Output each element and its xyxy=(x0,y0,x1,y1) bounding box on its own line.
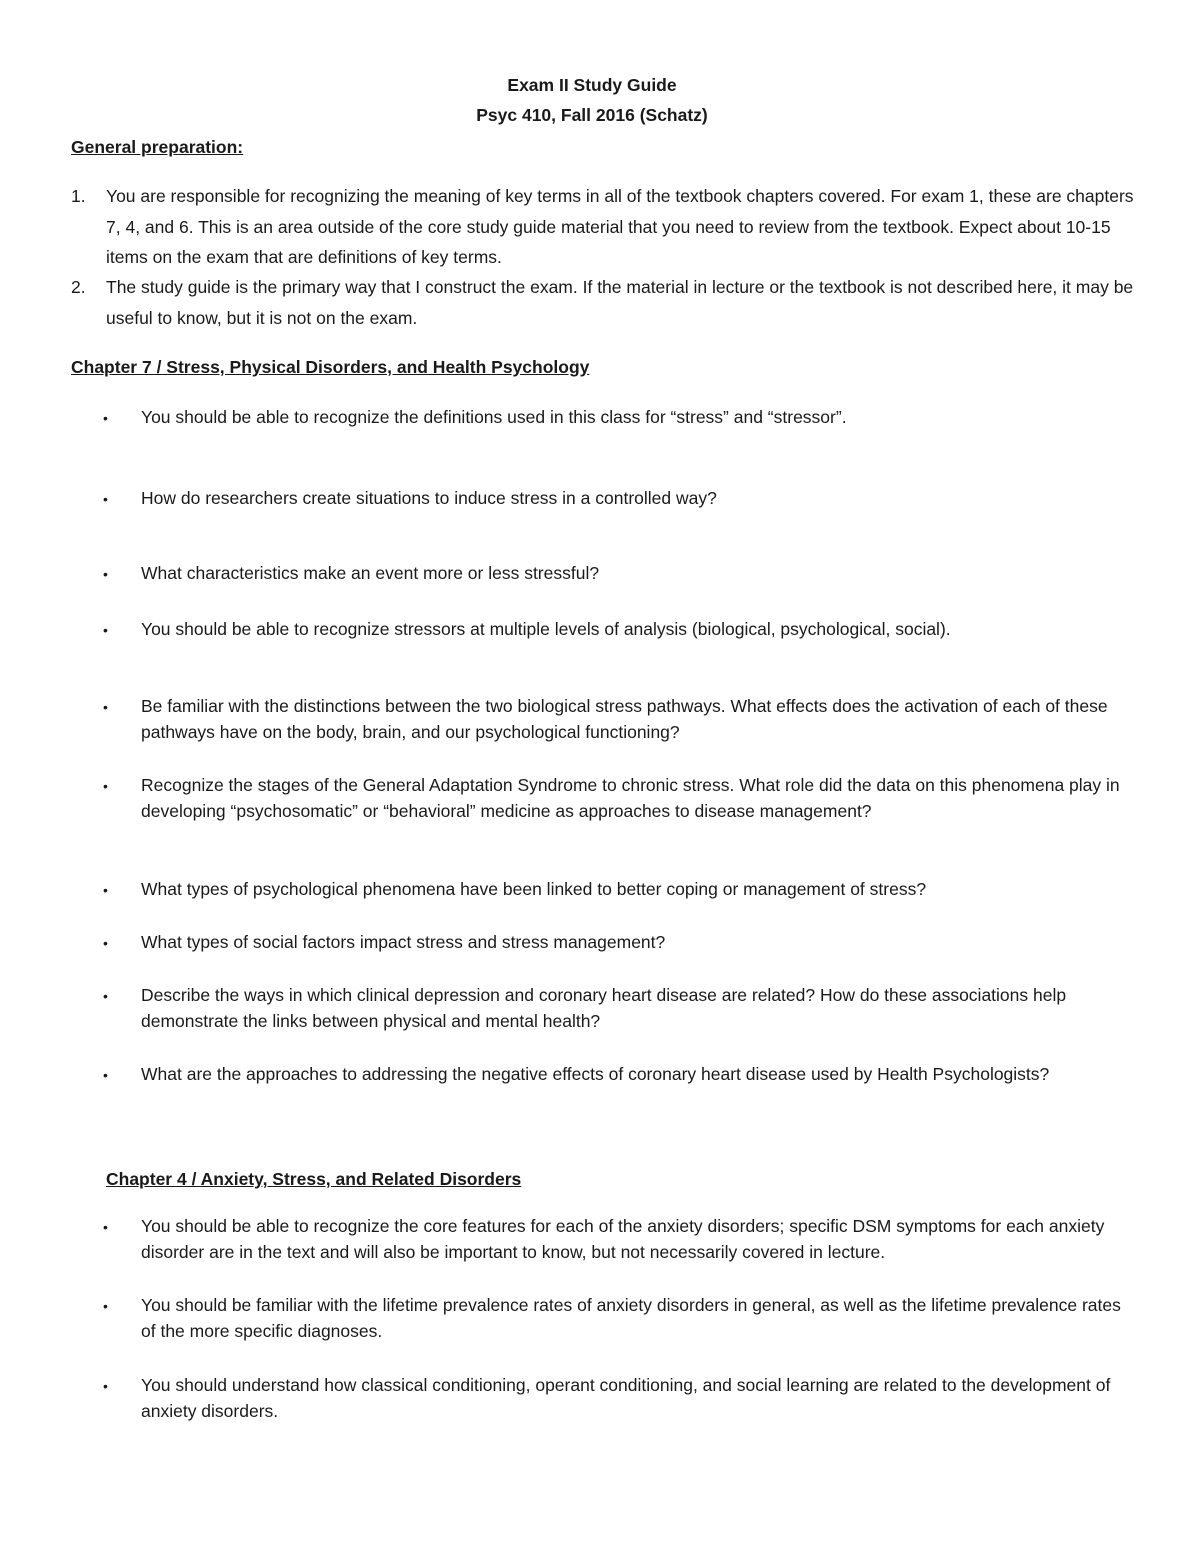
chapter-4-heading: Chapter 4 / Anxiety, Stress, and Related Disorders xyxy=(106,1169,522,1189)
list-item-text: What types of social factors impact stress and stress management? xyxy=(141,932,666,952)
list-item-text: Recognize the stages of the General Adaptation Syndrome to chronic stress. What role did the data on this phenomena play in developing “psychosomatic” or “behavioral” medicine as approaches to disease management? xyxy=(141,775,1120,821)
chapter-7-heading: Chapter 7 / Stress, Physical Disorders, and Health Psychology xyxy=(71,357,590,377)
list-item-text: What characteristics make an event more or less stressful? xyxy=(141,563,600,583)
list-item-text: You are responsible for recognizing the meaning of key terms in all of the textbook chapters covered. For exam 1, these are chapters 7, 4, and 6. This is an area outside of the core study guide material that you need to review from the textbook. Expect about 10-15 items on the exam that are definitions of key terms. xyxy=(106,186,1134,267)
bullet: • xyxy=(103,1219,108,1235)
document-title: Exam II Study Guide xyxy=(507,75,677,95)
bullet: • xyxy=(103,1378,108,1394)
list-item-text: You should be able to recognize the definitions used in this class for “stress” and “stressor”. xyxy=(141,407,847,427)
list-item-text: Be familiar with the distinctions between the two biological stress pathways. What effects does the activation of each of these pathways have on the body, brain, and our psychological functioning? xyxy=(141,696,1108,742)
bullet: • xyxy=(103,1298,108,1314)
list-item-text: The study guide is the primary way that I construct the exam. If the material in lecture or the textbook is not described here, it may be useful to know, but it is not on the exam. xyxy=(106,277,1134,328)
list-item-text: You should understand how classical conditioning, operant conditioning, and social learning are related to the development of anxiety disorders. xyxy=(141,1375,1111,1421)
bullet: • xyxy=(103,491,108,507)
bullet: • xyxy=(103,410,108,426)
list-item-text: Describe the ways in which clinical depression and coronary heart disease are related? How do these associations help demonstrate the links between physical and mental health? xyxy=(141,985,1067,1031)
list-number: 1. xyxy=(71,186,86,206)
list-item-text: How do researchers create situations to induce stress in a controlled way? xyxy=(141,488,717,508)
bullet: • xyxy=(103,622,108,638)
bullet: • xyxy=(103,988,108,1004)
list-item-text: You should be able to recognize stressors at multiple levels of analysis (biological, psychological, social). xyxy=(141,619,951,639)
list-item-text: What are the approaches to addressing the negative effects of coronary heart disease used by Health Psychologists? xyxy=(141,1064,1050,1084)
general-preparation-heading: General preparation: xyxy=(71,137,244,157)
list-item-text: You should be able to recognize the core features for each of the anxiety disorders; specific DSM symptoms for each anxiety disorder are in the text and will also be important to know, but not necessarily covered in lecture. xyxy=(141,1216,1105,1262)
list-item-text: You should be familiar with the lifetime prevalence rates of anxiety disorders in general, as well as the lifetime prevalence rates of the more specific diagnoses. xyxy=(141,1295,1121,1341)
bullet: • xyxy=(103,699,108,715)
bullet: • xyxy=(103,882,108,898)
list-item-text: What types of psychological phenomena have been linked to better coping or management of stress? xyxy=(141,879,927,899)
bullet: • xyxy=(103,1067,108,1083)
bullet: • xyxy=(103,778,108,794)
bullet: • xyxy=(103,935,108,951)
document-subtitle: Psyc 410, Fall 2016 (Schatz) xyxy=(476,105,708,125)
bullet: • xyxy=(103,566,108,582)
list-number: 2. xyxy=(71,277,86,297)
